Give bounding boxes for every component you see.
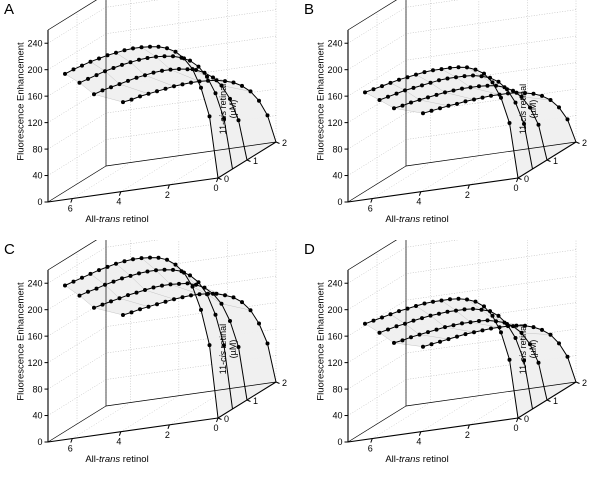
svg-text:200: 200	[27, 304, 43, 315]
svg-text:2: 2	[164, 429, 170, 440]
panel-b	[300, 0, 600, 239]
svg-text:160: 160	[27, 91, 43, 102]
svg-text:40: 40	[32, 410, 43, 421]
y-axis-label-b: Fluorescence Enhancement	[315, 42, 327, 161]
svg-text:0: 0	[337, 437, 343, 448]
z-axis-label-b: 11-cis retinal (µM)	[518, 83, 538, 135]
svg-text:200: 200	[327, 304, 343, 315]
svg-text:0: 0	[37, 197, 43, 208]
svg-text:0: 0	[524, 174, 530, 184]
svg-text:120: 120	[27, 117, 43, 128]
svg-text:2: 2	[282, 378, 288, 388]
svg-text:2: 2	[582, 138, 588, 148]
svg-text:200: 200	[27, 64, 43, 75]
svg-text:6: 6	[67, 203, 73, 214]
svg-text:40: 40	[332, 170, 343, 181]
svg-text:160: 160	[327, 91, 343, 102]
svg-text:40: 40	[332, 410, 343, 421]
svg-text:80: 80	[32, 144, 43, 155]
svg-text:0: 0	[337, 197, 343, 208]
svg-text:240: 240	[327, 38, 343, 49]
svg-text:160: 160	[327, 331, 343, 342]
y-axis-label-c: Fluorescence Enhancement	[15, 282, 27, 401]
plot-c	[0, 240, 300, 479]
svg-text:4: 4	[116, 196, 122, 207]
svg-text:240: 240	[27, 38, 43, 49]
svg-text:2: 2	[282, 138, 288, 148]
svg-text:120: 120	[27, 357, 43, 368]
svg-text:0: 0	[224, 174, 230, 184]
svg-text:4: 4	[416, 196, 422, 207]
svg-text:80: 80	[332, 144, 343, 155]
x-axis-label-a: All-trans retinol	[85, 214, 149, 225]
svg-text:4: 4	[416, 436, 422, 447]
svg-text:160: 160	[27, 331, 43, 342]
svg-text:240: 240	[27, 278, 43, 289]
z-axis-label-d: 11-cis retinal (µM)	[518, 323, 538, 375]
svg-text:0: 0	[37, 437, 43, 448]
svg-text:2: 2	[464, 189, 470, 200]
x-axis-label-b: All-trans retinol	[385, 214, 449, 225]
svg-text:120: 120	[327, 117, 343, 128]
svg-text:240: 240	[327, 278, 343, 289]
svg-text:2: 2	[464, 429, 470, 440]
plot-a	[0, 0, 300, 239]
svg-text:0: 0	[213, 423, 219, 433]
panel-a	[0, 0, 300, 239]
x-axis-label-c: All-trans retinol	[85, 454, 149, 465]
panel-c	[0, 240, 300, 479]
svg-text:200: 200	[327, 64, 343, 75]
y-axis-label-d: Fluorescence Enhancement	[315, 282, 327, 401]
plot-b	[300, 0, 600, 239]
svg-text:80: 80	[32, 384, 43, 395]
panel-d	[300, 240, 600, 479]
svg-text:6: 6	[367, 443, 373, 454]
panel-letter-c: C	[4, 241, 15, 258]
x-axis-label-d: All-trans retinol	[385, 454, 449, 465]
svg-text:0: 0	[224, 414, 230, 424]
svg-text:0: 0	[513, 423, 519, 433]
svg-text:1: 1	[253, 156, 259, 166]
svg-text:80: 80	[332, 384, 343, 395]
y-axis-label-a: Fluorescence Enhancement	[15, 42, 27, 161]
svg-text:1: 1	[553, 156, 559, 166]
svg-text:40: 40	[32, 170, 43, 181]
svg-text:0: 0	[513, 183, 519, 193]
svg-text:0: 0	[213, 183, 219, 193]
svg-text:2: 2	[164, 189, 170, 200]
svg-text:0: 0	[524, 414, 530, 424]
panel-letter-a: A	[4, 1, 15, 18]
svg-text:2: 2	[582, 378, 588, 388]
panel-letter-b: B	[304, 1, 315, 18]
z-axis-label-c: 11-cis retinal (µM)	[218, 323, 238, 375]
svg-text:6: 6	[67, 443, 73, 454]
plot-d	[300, 240, 600, 479]
svg-text:4: 4	[116, 436, 122, 447]
svg-text:6: 6	[367, 203, 373, 214]
z-axis-label-a: 11-cis retinal (µM)	[218, 83, 238, 135]
svg-text:1: 1	[553, 396, 559, 406]
panel-letter-d: D	[304, 241, 315, 258]
svg-text:1: 1	[253, 396, 259, 406]
svg-text:120: 120	[327, 357, 343, 368]
